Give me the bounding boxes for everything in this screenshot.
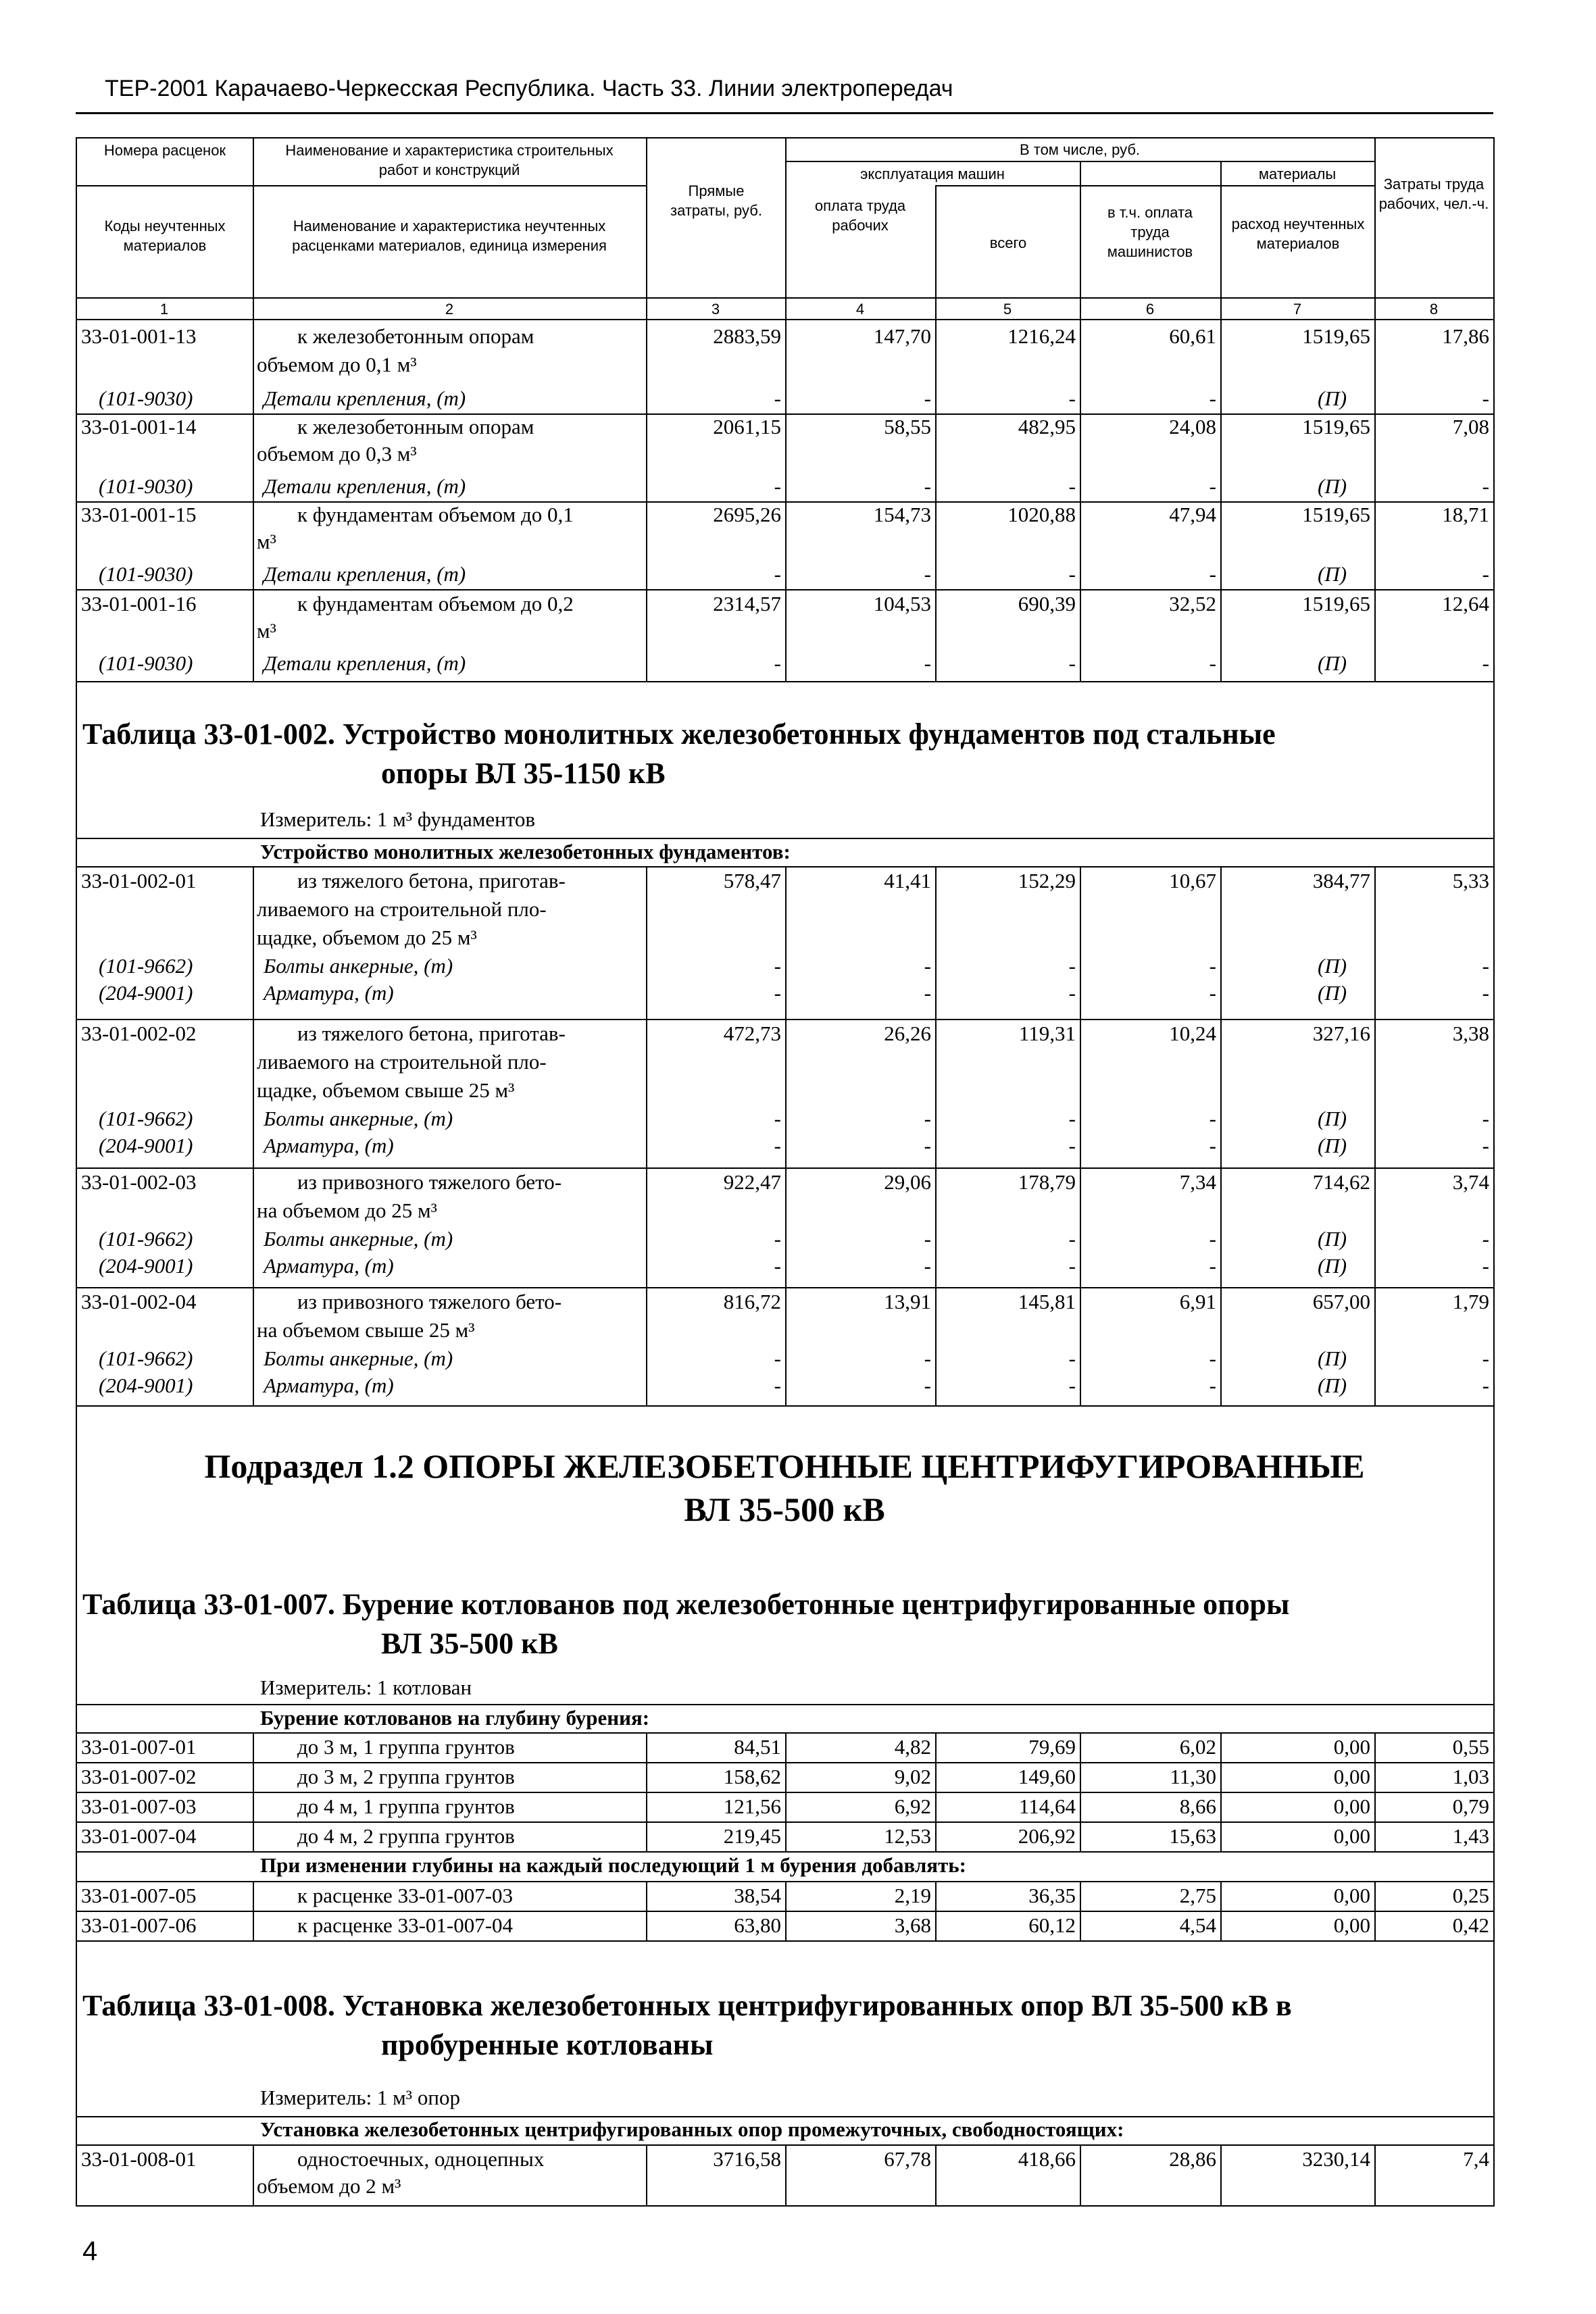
rate-code: 33-01-002-02 (81, 1022, 197, 1045)
material-name: Детали крепления, (т) (264, 474, 466, 498)
rate-code: 33-01-007-06 (81, 1913, 197, 1937)
work-name: м³ (257, 619, 276, 643)
dash: - (1482, 386, 1489, 410)
col-num-7: 7 (1293, 301, 1302, 318)
p-mark: (П) (1318, 474, 1347, 498)
dash: - (1068, 954, 1076, 978)
dash: - (1209, 1227, 1216, 1251)
materials: 0,00 (1333, 1884, 1370, 1907)
rate-code: 33-01-007-05 (81, 1884, 197, 1907)
dash: - (774, 954, 781, 978)
machines-total: 60,12 (1028, 1913, 1076, 1937)
work-name: до 3 м, 1 группа грунтов (297, 1735, 515, 1759)
material-name: Арматура, (т) (264, 981, 394, 1005)
wages: 6,92 (894, 1794, 931, 1818)
machinist-wages: 7,34 (1179, 1170, 1216, 1194)
machines-total: 114,64 (1018, 1794, 1076, 1818)
table-title: ВЛ 35-500 кВ (381, 1627, 558, 1660)
direct-costs: 2061,15 (713, 415, 781, 438)
labor: 0,55 (1452, 1735, 1489, 1759)
material-code: (204-9001) (99, 1374, 193, 1397)
wages: 104,53 (873, 592, 931, 615)
table-title: пробуренные котлованы (381, 2028, 714, 2061)
dash: - (924, 1374, 931, 1397)
labor: 12,64 (1442, 592, 1489, 615)
machinist-wages: 6,91 (1179, 1290, 1216, 1313)
dash: - (1209, 386, 1216, 410)
labor: 3,38 (1452, 1022, 1489, 1045)
material-code: (101-9662) (99, 954, 193, 978)
dash: - (1068, 1134, 1076, 1157)
dash: - (924, 981, 931, 1005)
dash: - (1482, 1107, 1489, 1130)
dash: - (1209, 474, 1216, 498)
machinist-wages: 11,30 (1170, 1765, 1216, 1788)
wages: 58,55 (884, 415, 931, 438)
work-name: к расценке 33-01-007-03 (297, 1884, 514, 1907)
dash: - (774, 474, 781, 498)
dash: - (1482, 1374, 1489, 1397)
p-mark: (П) (1318, 651, 1347, 675)
machines-total: 1020,88 (1007, 503, 1076, 526)
machines-total: 79,69 (1028, 1735, 1076, 1759)
materials: 0,00 (1333, 1794, 1370, 1818)
dash: - (1482, 1227, 1489, 1251)
header-rate-numbers: Номера расценок (103, 142, 226, 159)
outer-right-border (1493, 681, 1495, 2207)
machines-total: 145,81 (1018, 1290, 1076, 1313)
col-num-3: 3 (711, 301, 720, 318)
labor: 18,71 (1442, 503, 1489, 526)
materials: 1519,65 (1302, 503, 1370, 526)
direct-costs: 158,62 (723, 1765, 781, 1788)
machines-total: 1216,24 (1007, 324, 1076, 348)
header-machines: эксплуатация машин (860, 166, 1005, 182)
dash: - (1068, 651, 1076, 675)
material-name: Болты анкерные, (т) (264, 1227, 453, 1251)
work-name: на объемом до 25 м³ (257, 1199, 437, 1222)
wages: 67,78 (884, 2147, 931, 2171)
dash: - (924, 1227, 931, 1251)
header-materials: материалы (1258, 166, 1337, 182)
direct-costs: 816,72 (723, 1290, 781, 1313)
p-mark: (П) (1318, 1254, 1347, 1278)
labor: 0,25 (1452, 1884, 1489, 1907)
machinist-wages: 32,52 (1169, 592, 1216, 615)
dash: - (1209, 954, 1216, 978)
dash: - (1209, 651, 1216, 675)
table-title: Таблица 33-01-002. Устройство монолитных железобетонных фундаментов под стальные (82, 718, 1276, 751)
dash: - (1209, 981, 1216, 1005)
dash: - (1068, 386, 1076, 410)
machines-total: 152,29 (1018, 869, 1076, 892)
materials: 1519,65 (1302, 324, 1370, 348)
wages: 9,02 (894, 1765, 931, 1788)
page-number: 4 (82, 2236, 98, 2266)
measure-unit: Измеритель: 1 м³ опор (260, 2086, 460, 2109)
machinist-wages: 28,86 (1169, 2147, 1216, 2171)
col-num-4: 4 (855, 301, 865, 318)
section-title-line: Подраздел 1.2 ОПОРЫ ЖЕЛЕЗОБЕТОННЫЕ ЦЕНТРИФУГИРОВАННЫЕ (204, 1447, 1365, 1485)
work-name: к железобетонным опорам (297, 324, 534, 348)
rate-code: 33-01-007-01 (81, 1735, 197, 1759)
machines-total: 418,66 (1018, 2147, 1076, 2171)
header-material-usage: расход неучтенных материалов (1231, 216, 1365, 252)
work-name: щадке, объемом до 25 м³ (257, 926, 477, 949)
direct-costs: 578,47 (723, 869, 781, 892)
header-total: всего (989, 234, 1027, 251)
header-direct-costs: Прямые затраты, руб. (670, 182, 762, 219)
p-mark: (П) (1318, 386, 1347, 410)
materials: 0,00 (1333, 1913, 1370, 1937)
work-name: ливаемого на строительной пло- (257, 897, 547, 921)
dash: - (1482, 1254, 1489, 1278)
material-name: Детали крепления, (т) (264, 386, 466, 410)
machines-total: 178,79 (1018, 1170, 1076, 1194)
machinist-wages: 2,75 (1179, 1884, 1216, 1907)
dash: - (1209, 1134, 1216, 1157)
work-name: к фундаментам объемом до 0,2 (297, 592, 574, 615)
dash: - (1209, 1347, 1216, 1370)
section-title (76, 1444, 1493, 1531)
dash: - (924, 1254, 931, 1278)
group-heading: Установка железобетонных центрифугированных опор промежуточных, свободностоящих: (260, 2117, 1124, 2141)
labor: 1,79 (1452, 1290, 1489, 1313)
work-name: м³ (257, 530, 276, 553)
p-mark: (П) (1318, 1347, 1347, 1370)
material-code: (101-9030) (99, 386, 193, 410)
dash: - (774, 1107, 781, 1130)
col-num-1: 1 (159, 301, 169, 318)
work-name: до 4 м, 2 группа грунтов (297, 1824, 515, 1848)
dash: - (1482, 1347, 1489, 1370)
dash: - (1068, 562, 1076, 586)
wages: 29,06 (884, 1170, 931, 1194)
col-num-8: 8 (1429, 301, 1439, 318)
section-title-line: ВЛ 35-500 кВ (684, 1490, 885, 1528)
material-code: (101-9662) (99, 1107, 193, 1130)
material-code: (101-9662) (99, 1227, 193, 1251)
wages: 147,70 (873, 324, 931, 348)
direct-costs: 219,45 (723, 1824, 781, 1848)
work-name: одностоечных, одноцепных (297, 2147, 545, 2171)
labor: 1,43 (1452, 1824, 1489, 1848)
machinist-wages: 47,94 (1169, 503, 1216, 526)
work-name: до 4 м, 1 группа грунтов (297, 1794, 515, 1818)
header-rule (76, 112, 1493, 114)
materials: 3230,14 (1302, 2147, 1370, 2171)
machines-total: 690,39 (1018, 592, 1076, 615)
material-code: (101-9662) (99, 1347, 193, 1370)
labor: 17,86 (1442, 324, 1489, 348)
material-name: Детали крепления, (т) (264, 651, 466, 675)
direct-costs: 3716,58 (713, 2147, 781, 2171)
direct-costs: 2314,57 (713, 592, 781, 615)
dash: - (774, 1227, 781, 1251)
material-name: Детали крепления, (т) (264, 562, 466, 586)
wages: 12,53 (884, 1824, 931, 1848)
machines-total: 36,35 (1028, 1884, 1076, 1907)
material-code: (101-9030) (99, 474, 193, 498)
machinist-wages: 6,02 (1179, 1735, 1216, 1759)
material-name: Болты анкерные, (т) (264, 1347, 453, 1370)
table-title: Таблица 33-01-007. Бурение котлованов под железобетонные центрифугированные опоры (82, 1588, 1290, 1621)
dash: - (1482, 981, 1489, 1005)
work-name: из тяжелого бетона, приготав- (297, 869, 566, 892)
work-name: из тяжелого бетона, приготав- (297, 1022, 566, 1045)
dash: - (1068, 1374, 1076, 1397)
dash: - (1209, 1374, 1216, 1397)
material-code: (101-9030) (99, 651, 193, 675)
rate-code: 33-01-007-02 (81, 1765, 197, 1788)
header-material-name: Наименование и характеристика неучтенных расценками материалов, единица измерения (292, 218, 607, 254)
machines-total: 119,31 (1018, 1022, 1076, 1045)
group-heading: Бурение котлованов на глубину бурения: (260, 1706, 650, 1730)
machines-total: 149,60 (1018, 1765, 1076, 1788)
work-name: из привозного тяжелого бето- (297, 1290, 562, 1313)
work-name: к железобетонным опорам (297, 415, 534, 438)
wages: 4,82 (894, 1735, 931, 1759)
p-mark: (П) (1318, 954, 1347, 978)
header-wages: оплата труда рабочих (814, 197, 906, 234)
group-heading: Устройство монолитных железобетонных фундаментов: (260, 840, 791, 863)
dash: - (1482, 1134, 1489, 1157)
dash: - (1209, 1107, 1216, 1130)
rate-code: 33-01-002-01 (81, 869, 197, 892)
p-mark: (П) (1318, 1227, 1347, 1251)
dash: - (774, 1134, 781, 1157)
dash: - (924, 1107, 931, 1130)
dash: - (1068, 981, 1076, 1005)
table-title: опоры ВЛ 35-1150 кВ (381, 757, 666, 790)
header-work-name: Наименование и характеристика строительных работ и конструкций (285, 142, 614, 178)
machinist-wages: 8,66 (1179, 1794, 1216, 1818)
dash: - (774, 1347, 781, 1370)
p-mark: (П) (1318, 1134, 1347, 1157)
col-num-5: 5 (1003, 301, 1012, 318)
col-num-6: 6 (1145, 301, 1155, 318)
wages: 13,91 (884, 1290, 931, 1313)
rate-code: 33-01-001-14 (81, 415, 197, 438)
machinist-wages: 10,67 (1169, 869, 1216, 892)
rate-code: 33-01-001-15 (81, 503, 197, 526)
wages: 26,26 (884, 1022, 931, 1045)
dash: - (924, 562, 931, 586)
machinist-wages: 24,08 (1169, 415, 1216, 438)
labor: 0,79 (1452, 1794, 1489, 1818)
labor: 7,4 (1463, 2147, 1489, 2171)
rate-code: 33-01-001-13 (81, 324, 197, 348)
materials: 714,62 (1312, 1170, 1370, 1194)
dash: - (774, 1374, 781, 1397)
direct-costs: 2695,26 (713, 503, 781, 526)
machines-total: 206,92 (1018, 1824, 1076, 1848)
materials: 0,00 (1333, 1824, 1370, 1848)
materials: 1519,65 (1302, 415, 1370, 438)
rate-code: 33-01-008-01 (81, 2147, 197, 2171)
dash: - (1482, 954, 1489, 978)
materials: 384,77 (1312, 869, 1370, 892)
material-name: Болты анкерные, (т) (264, 1107, 453, 1130)
p-mark: (П) (1318, 1374, 1347, 1397)
work-name: щадке, объемом свыше 25 м³ (257, 1078, 515, 1102)
table-title: Таблица 33-01-008. Установка железобетонных центрифугированных опор ВЛ 35-500 кВ в (82, 1989, 1292, 2022)
rate-code: 33-01-007-04 (81, 1824, 197, 1848)
direct-costs: 2883,59 (713, 324, 781, 348)
dash: - (1482, 651, 1489, 675)
material-code: (204-9001) (99, 1254, 193, 1278)
material-name: Арматура, (т) (264, 1134, 394, 1157)
materials: 1519,65 (1302, 592, 1370, 615)
machines-total: 482,95 (1018, 415, 1076, 438)
wages: 41,41 (884, 869, 931, 892)
dash: - (774, 651, 781, 675)
machinist-wages: 15,63 (1169, 1824, 1216, 1848)
machinist-wages: 4,54 (1179, 1913, 1216, 1937)
dash: - (924, 474, 931, 498)
material-code: (204-9001) (99, 1134, 193, 1157)
machinist-wages: 10,24 (1169, 1022, 1216, 1045)
rate-code: 33-01-007-03 (81, 1794, 197, 1818)
labor: 0,42 (1452, 1913, 1489, 1937)
direct-costs: 922,47 (723, 1170, 781, 1194)
direct-costs: 472,73 (723, 1022, 781, 1045)
measure-unit: Измеритель: 1 м³ фундаментов (260, 807, 536, 831)
labor: 3,74 (1452, 1170, 1489, 1194)
materials: 327,16 (1312, 1022, 1370, 1045)
header-labor: Затраты труда рабочих, чел.-ч. (1378, 176, 1489, 212)
labor: 1,03 (1452, 1765, 1489, 1788)
dash: - (1068, 1347, 1076, 1370)
col-num-2: 2 (445, 301, 454, 318)
dash: - (924, 386, 931, 410)
work-name: на объемом свыше 25 м³ (257, 1318, 475, 1342)
labor: 5,33 (1452, 869, 1489, 892)
material-name: Болты анкерные, (т) (264, 954, 453, 978)
work-name: к фундаментам объемом до 0,1 (297, 503, 574, 526)
header-machinist-wages: в т.ч. оплата труда машинистов (1107, 204, 1193, 260)
work-name: объемом до 0,1 м³ (257, 353, 417, 376)
direct-costs: 84,51 (734, 1735, 781, 1759)
p-mark: (П) (1318, 981, 1347, 1005)
materials: 657,00 (1312, 1290, 1370, 1313)
materials: 0,00 (1333, 1735, 1370, 1759)
work-name: объемом до 0,3 м³ (257, 442, 417, 466)
dash: - (1068, 474, 1076, 498)
direct-costs: 63,80 (734, 1913, 781, 1937)
dash: - (774, 386, 781, 410)
dash: - (774, 562, 781, 586)
dash: - (1068, 1227, 1076, 1251)
rate-code: 33-01-002-03 (81, 1170, 197, 1194)
wages: 3,68 (894, 1913, 931, 1937)
material-name: Арматура, (т) (264, 1374, 394, 1397)
p-mark: (П) (1318, 1107, 1347, 1130)
rate-code: 33-01-001-16 (81, 592, 197, 615)
machinist-wages: 60,61 (1169, 324, 1216, 348)
material-name: Арматура, (т) (264, 1254, 394, 1278)
material-code: (204-9001) (99, 981, 193, 1005)
dash: - (1068, 1107, 1076, 1130)
dash: - (1482, 562, 1489, 586)
wages: 154,73 (873, 503, 931, 526)
dash: - (924, 1347, 931, 1370)
dash: - (1209, 1254, 1216, 1278)
dash: - (924, 651, 931, 675)
work-name: объемом до 2 м³ (257, 2174, 401, 2198)
dash: - (1482, 474, 1489, 498)
running-head: ТЕР-2001 Карачаево-Черкесская Республика. Часть 33. Линии электропередач (105, 76, 953, 101)
dash: - (774, 1254, 781, 1278)
material-code: (101-9030) (99, 562, 193, 586)
direct-costs: 38,54 (734, 1884, 781, 1907)
header-including: В том числе, руб. (1019, 141, 1141, 158)
work-name: до 3 м, 2 группа грунтов (297, 1765, 515, 1788)
dash: - (774, 981, 781, 1005)
direct-costs: 121,56 (723, 1794, 781, 1818)
group-heading: При изменении глубины на каждый последующий 1 м бурения добавлять: (260, 1853, 966, 1877)
work-name: ливаемого на строительной пло- (257, 1050, 547, 1074)
wages: 2,19 (894, 1884, 931, 1907)
dash: - (1068, 1254, 1076, 1278)
measure-unit: Измеритель: 1 котлован (260, 1676, 472, 1699)
p-mark: (П) (1318, 562, 1347, 586)
work-name: из привозного тяжелого бето- (297, 1170, 562, 1194)
header-material-codes: Коды неучтенных материалов (104, 218, 226, 254)
dash: - (924, 1134, 931, 1157)
rate-code: 33-01-002-04 (81, 1290, 197, 1313)
work-name: к расценке 33-01-007-04 (297, 1913, 514, 1937)
labor: 7,08 (1452, 415, 1489, 438)
outer-bottom-border (76, 2205, 1493, 2207)
dash: - (924, 954, 931, 978)
dash: - (1209, 562, 1216, 586)
outer-left-border (76, 681, 77, 2207)
materials: 0,00 (1333, 1765, 1370, 1788)
